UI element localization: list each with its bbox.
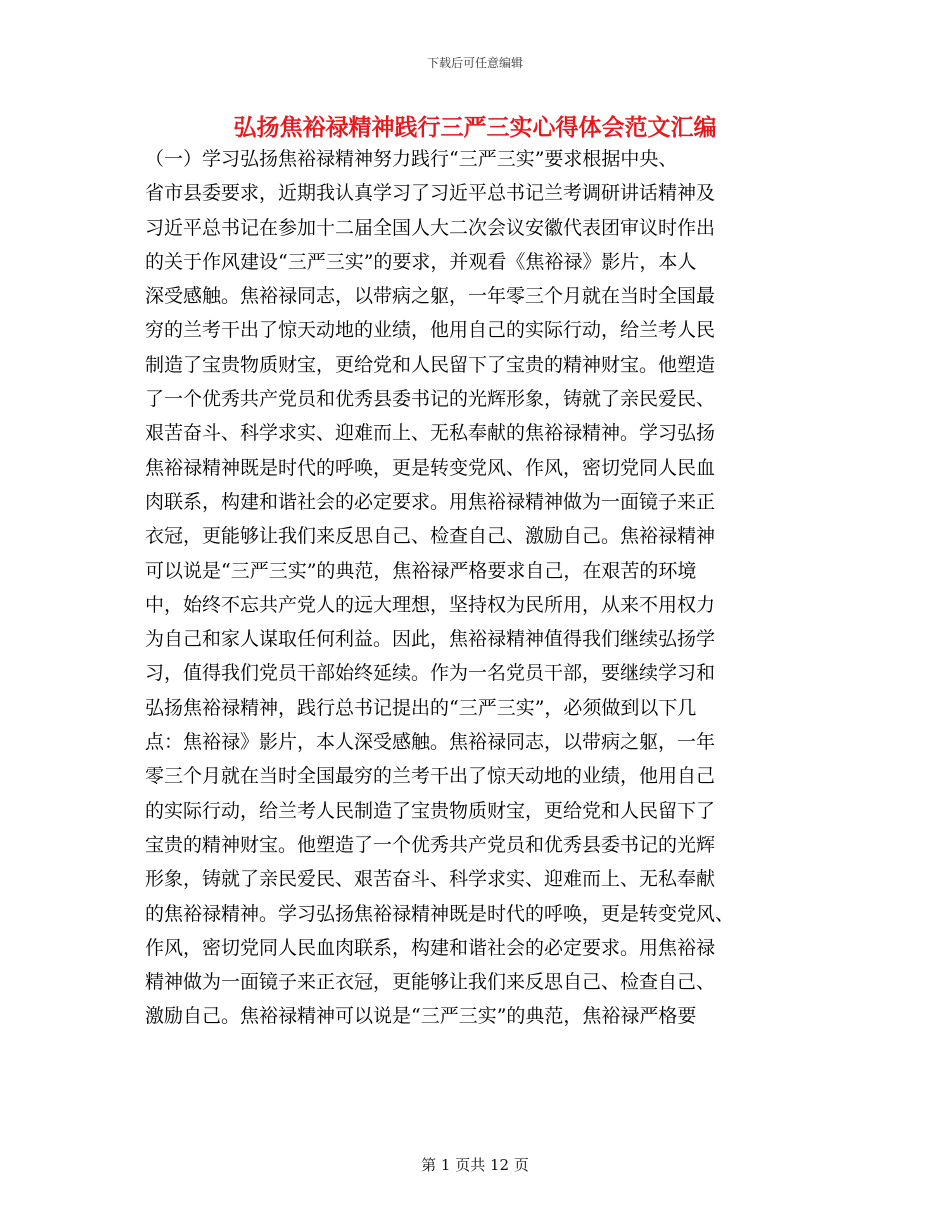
body-line: 习近平总书记在参加十二届全国人大二次会议安徽代表团审议时作出: [145, 216, 716, 239]
body-line: 为自己和家人谋取任何利益。因此，焦裕禄精神值得我们继续弘扬学: [145, 628, 716, 651]
page-number: 第 1 页共 12 页: [421, 1156, 529, 1174]
body-line: 穷的兰考干出了惊天动地的业绩，他用自己的实际行动，给兰考人民: [145, 319, 716, 342]
body-line: 了一个优秀共产党员和优秀县委书记的光辉形象，铸就了亲民爱民、: [145, 388, 716, 411]
body-line: 点：焦裕禄》影片，本人深受感触。焦裕禄同志，以带病之躯，一年: [145, 731, 716, 754]
body-line: 中，始终不忘共产党人的远大理想，坚持权为民所用，从来不用权力: [145, 593, 716, 616]
document-body: [145, 142, 805, 1034]
body-line: 衣冠，更能够让我们来反思自己、检查自己、激励自己。焦裕禄精神: [145, 525, 716, 548]
document-title: 弘扬焦裕禄精神践行三严三实心得体会范文汇编: [233, 114, 717, 141]
body-line: 深受感触。焦裕禄同志，以带病之躯，一年零三个月就在当时全国最: [145, 285, 716, 308]
body-line: 的焦裕禄精神。学习弘扬焦裕禄精神既是时代的呼唤，更是转变党风、: [145, 902, 735, 925]
body-line: 零三个月就在当时全国最穷的兰考干出了惊天动地的业绩，他用自己: [145, 765, 716, 788]
body-line: 宝贵的精神财宝。他塑造了一个优秀共产党员和优秀县委书记的光辉: [145, 833, 716, 856]
body-line: 的关于作风建设“三严三实”的要求，并观看《焦裕禄》影片，本人: [145, 250, 697, 273]
body-line: 肉联系，构建和谐社会的必定要求。用焦裕禄精神做为一面镜子来正: [145, 490, 716, 513]
body-line: 形象，铸就了亲民爱民、艰苦奋斗、科学求实、迎难而上、无私奉献: [145, 868, 716, 891]
body-line: 制造了宝贵物质财宝，更给党和人民留下了宝贵的精神财宝。他塑造: [145, 353, 716, 376]
body-line: （一）学习弘扬焦裕禄精神努力践行“三严三实”要求根据中央、: [145, 148, 678, 170]
body-line: 可以说是“三严三实”的典范，焦裕禄严格要求自己，在艰苦的环境: [145, 559, 697, 582]
body-line: 弘扬焦裕禄精神，践行总书记提出的“三严三实”，必须做到以下几: [145, 696, 697, 719]
body-line: 作风，密切党同人民血肉联系，构建和谐社会的必定要求。用焦裕禄: [145, 936, 716, 959]
body-line: 精神做为一面镜子来正衣冠，更能够让我们来反思自己、检查自己、: [145, 971, 716, 994]
body-line: 省市县委要求，近期我认真学习了习近平总书记兰考调研讲话精神及: [145, 182, 716, 205]
body-line: 的实际行动，给兰考人民制造了宝贵物质财宝，更给党和人民留下了: [145, 799, 716, 822]
body-line: 焦裕禄精神既是时代的呼唤，更是转变党风、作风，密切党同人民血: [145, 456, 716, 479]
body-line: 习，值得我们党员干部始终延续。作为一名党员干部，要继续学习和: [145, 662, 716, 685]
body-line: 艰苦奋斗、科学求实、迎难而上、无私奉献的焦裕禄精神。学习弘扬: [145, 422, 716, 445]
body-line: 激励自己。焦裕禄精神可以说是“三严三实”的典范，焦裕禄严格要: [145, 1005, 697, 1028]
page-header-note: 下载后可任意编辑: [426, 56, 523, 70]
